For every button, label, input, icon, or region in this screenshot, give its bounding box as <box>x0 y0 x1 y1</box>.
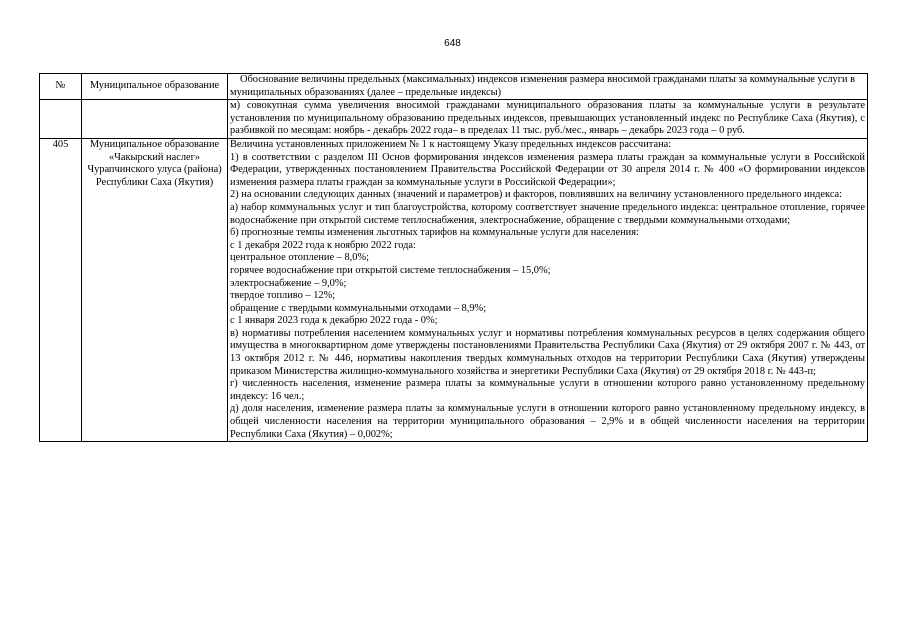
table-row-405 <box>40 138 868 441</box>
row-405-municipality: Муниципальное образование «Чакырский наслег» Чурапчинского улуса (района) Республики Саха (Якутия) <box>82 138 228 441</box>
paragraph: 1) в соответствии с разделом III Основ формирования индексов изменения размера платы граждан за коммунальные услуги в Российской Федерации, утвержденных постановлением Правительства Российской Федерации от 30 апреля 2014 г. № 400 «О формировании индексов изменения размера платы граждан за коммунальные услуги в Российской Федерации»; <box>230 151 865 188</box>
paragraph: твердое топливо – 12%; <box>230 290 336 302</box>
paragraph: 2) на основании следующих данных (значений и параметров) и факторов, повлиявших на величину установленного предельного индекса: <box>230 189 843 201</box>
row-continued-municipality <box>82 100 228 139</box>
row-405-content <box>228 138 868 441</box>
table-header-row <box>40 74 868 100</box>
paragraph: а) набор коммунальных услуг и тип благоустройства, которому соответствует значение предельного индекса: центральное отопление, горячее водоснабжение при открытой системе теплоснабжения, электроснабжение, обращение с твердыми коммунальными отходами; <box>230 201 865 226</box>
paragraph: в) нормативы потребления населением коммунальных услуг и нормативы потребления коммунальных ресурсов в целях содержания общего имущества в многоквартирном доме утверждены постановлениями Правительства Республики Саха (Якутия) от 29 октября 2007 г. № 443, от 13 октября 2012 г. № 446, нормативы накопления твердых коммунальных отходов на территории Республики Саха (Якутия) утверждены приказом Министерства жилищно-коммунального хозяйства и энергетики Республики Саха (Якутия) от 29 октября 2018 г. № 443-п; <box>230 327 865 377</box>
row-continued-number <box>40 100 82 139</box>
paragraph: горячее водоснабжение при открытой системе теплоснабжения – 15,0%; <box>230 264 551 276</box>
row-405-number: 405 <box>40 138 82 441</box>
paragraph: д) доля населения, изменение размера платы за коммунальные услуги в отношении которого равно установленному предельному индексу, в общей численности населения на территории муниципального образования – 2,9% и в общей численности населения на территории Республики Саха (Якутия) – 0,002%; <box>230 403 865 440</box>
paragraph: центральное отопление – 8,0%; <box>230 252 369 264</box>
paragraph: Величина установленных приложением № 1 к настоящему Указу предельных индексов рассчитана: <box>230 138 672 150</box>
paragraph: электроснабжение – 9,0%; <box>230 277 347 289</box>
header-description: Обоснование величины предельных (максимальных) индексов изменения размера вносимой гражданами платы за коммунальные услуги в муниципальных образованиях (далее – предельные индексы) <box>228 74 868 100</box>
paragraph: б) прогнозные темпы изменения льготных тарифов на коммунальные услуги для населения: <box>230 227 639 239</box>
row-continued-text: м) совокупная сумма увеличения вносимой гражданами муниципального образования платы за коммунальные услуги в результате установления по муниципальному образованию предельных индексов, превышающих установленный индекс по Республике Саха (Якутия), с разбивкой по месяцам: ноябрь - декабрь 2022 года– в пределах 11 тыс. руб./мес., январь – декабрь 2023 года – 0 руб. <box>228 100 868 139</box>
header-municipality: Муниципальное образование <box>82 74 228 100</box>
paragraph: г) численность населения, изменение размера платы за коммунальные услуги в отношении которого равно установленному предельному индексу: 16 чел.; <box>230 378 865 402</box>
page-number: 648 <box>444 38 461 49</box>
justification-table <box>39 73 868 442</box>
paragraph: с 1 января 2023 года к декабрю 2022 года - 0%; <box>230 315 438 327</box>
paragraph: с 1 декабря 2022 года к ноябрю 2022 года: <box>230 239 416 251</box>
table-row-continued <box>40 100 868 139</box>
header-number: № <box>40 74 82 100</box>
paragraph: обращение с твердыми коммунальными отходами – 8,9%; <box>230 302 487 314</box>
